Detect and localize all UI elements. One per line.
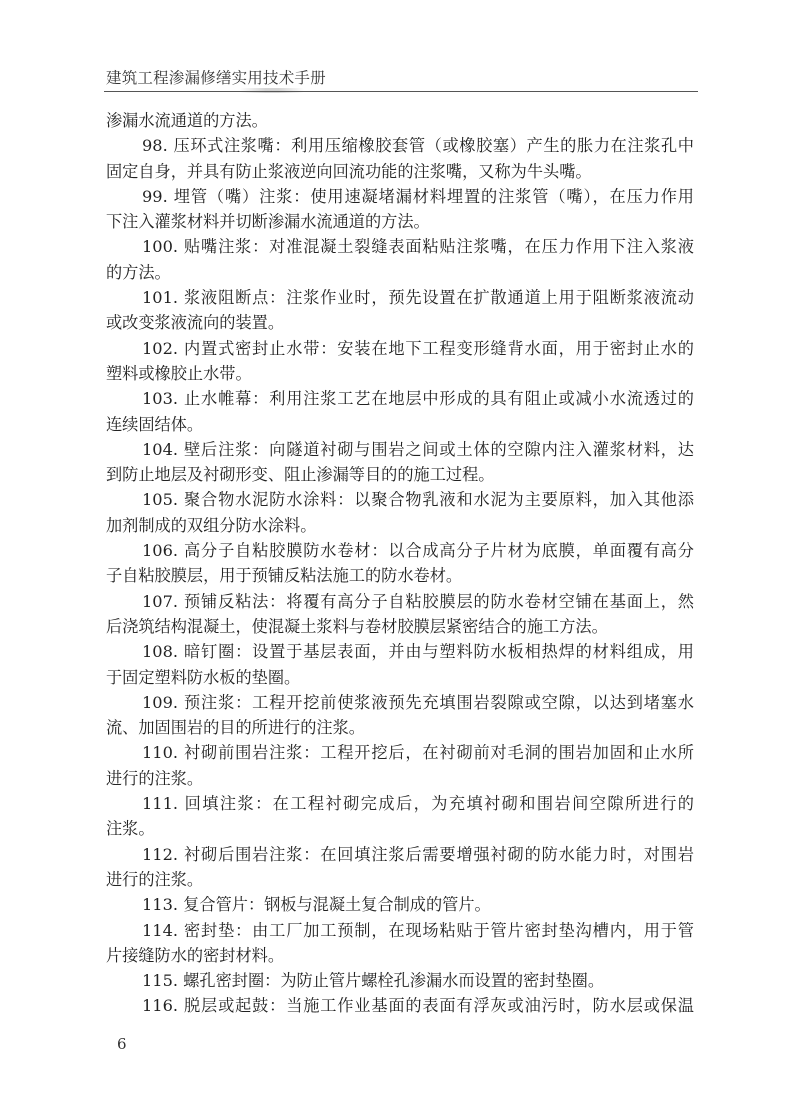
text-line: 106. 高分子自粘胶膜防水卷材：以合成高分子片材为底膜，单面覆有高分	[142, 541, 694, 561]
text-line: 注浆。	[106, 819, 155, 839]
text-line: 113. 复合管片：钢板与混凝土复合制成的管片。	[142, 895, 491, 915]
text-line: 108. 暗钉圈：设置于基层表面，并由与塑料防水板相热焊的材料组成，用	[142, 642, 694, 662]
text-line: 98. 压环式注浆嘴：利用压缩橡胶套管（或橡胶塞）产生的胀力在注浆孔中	[142, 136, 694, 156]
text-line: 102. 内置式密封止水带：安装在地下工程变形缝背水面，用于密封止水的	[142, 338, 694, 358]
text-line: 后浇筑结构混凝土，使混凝土浆料与卷材胶膜层紧密结合的施工方法。	[106, 616, 608, 636]
text-line: 109. 预注浆：工程开挖前使浆液预先充填围岩裂隙或空隙，以达到堵塞水	[142, 692, 694, 712]
text-line: 101. 浆液阻断点：注浆作业时，预先设置在扩散通道上用于阻断浆液流动	[142, 288, 694, 308]
text-line: 112. 衬砌后围岩注浆：在回填注浆后需要增强衬砌的防水能力时，对围岩	[142, 844, 694, 864]
text-line: 进行的注浆。	[106, 768, 204, 788]
text-line: 103. 止水帷幕：利用注浆工艺在地层中形成的具有阻止或减小水流透过的	[142, 389, 694, 409]
text-line: 固定自身，并具有防止浆液逆向回流功能的注浆嘴，又称为牛头嘴。	[106, 161, 592, 181]
text-line: 110. 衬砌前围岩注浆：工程开挖后，在衬砌前对毛洞的围岩加固和止水所	[142, 743, 694, 763]
text-line: 111. 回填注浆：在工程衬砌完成后，为充填衬砌和围岩间空隙所进行的	[142, 794, 694, 814]
running-header: 建筑工程渗漏修缮实用技术手册	[106, 69, 326, 87]
text-line: 116. 脱层或起鼓：当施工作业基面的表面有浮灰或油污时，防水层或保温	[142, 996, 694, 1016]
text-line: 或改变浆液流向的装置。	[106, 313, 285, 333]
text-line: 114. 密封垫：由工厂加工预制，在现场粘贴于管片密封垫沟槽内，用于管	[142, 920, 694, 940]
text-line: 片接缝防水的密封材料。	[106, 945, 285, 965]
body-text	[106, 108, 694, 1019]
text-line: 子自粘胶膜层，用于预铺反粘法施工的防水卷材。	[106, 566, 463, 586]
text-line: 115. 螺孔密封圈：为防止管片螺栓孔渗漏水而设置的密封垫圈。	[142, 971, 605, 991]
text-line: 进行的注浆。	[106, 869, 204, 889]
text-line: 的方法。	[106, 262, 171, 282]
text-line: 104. 壁后注浆：向隧道衬砌与围岩之间或土体的空隙内注入灌浆材料，达	[142, 439, 694, 459]
text-line: 100. 贴嘴注浆：对准混凝土裂缝表面粘贴注浆嘴，在压力作用下注入浆液	[142, 237, 694, 257]
text-line: 连续固结体。	[106, 414, 204, 434]
text-line: 塑料或橡胶止水带。	[106, 363, 252, 383]
text-line: 105. 聚合物水泥防水涂料：以聚合物乳液和水泥为主要原料，加入其他添	[142, 490, 694, 510]
header-rule	[104, 91, 698, 92]
text-line: 加剂制成的双组分防水涂料。	[106, 515, 317, 535]
text-line: 流、加固围岩的目的所进行的注浆。	[106, 718, 365, 738]
text-line: 107. 预铺反粘法：将覆有高分子自粘胶膜层的防水卷材空铺在基面上，然	[142, 591, 694, 611]
text-line: 于固定塑料防水板的垫圈。	[106, 667, 301, 687]
text-line: 下注入灌浆材料并切断渗漏水流通道的方法。	[106, 212, 430, 232]
page-number: 6	[117, 1035, 127, 1053]
text-line: 到防止地层及衬砌形变、阻止渗漏等目的的施工过程。	[106, 465, 495, 485]
text-line: 渗漏水流通道的方法。	[106, 111, 268, 130]
text-line: 99. 埋管（嘴）注浆：使用速凝堵漏材料埋置的注浆管（嘴），在压力作用	[142, 186, 694, 206]
